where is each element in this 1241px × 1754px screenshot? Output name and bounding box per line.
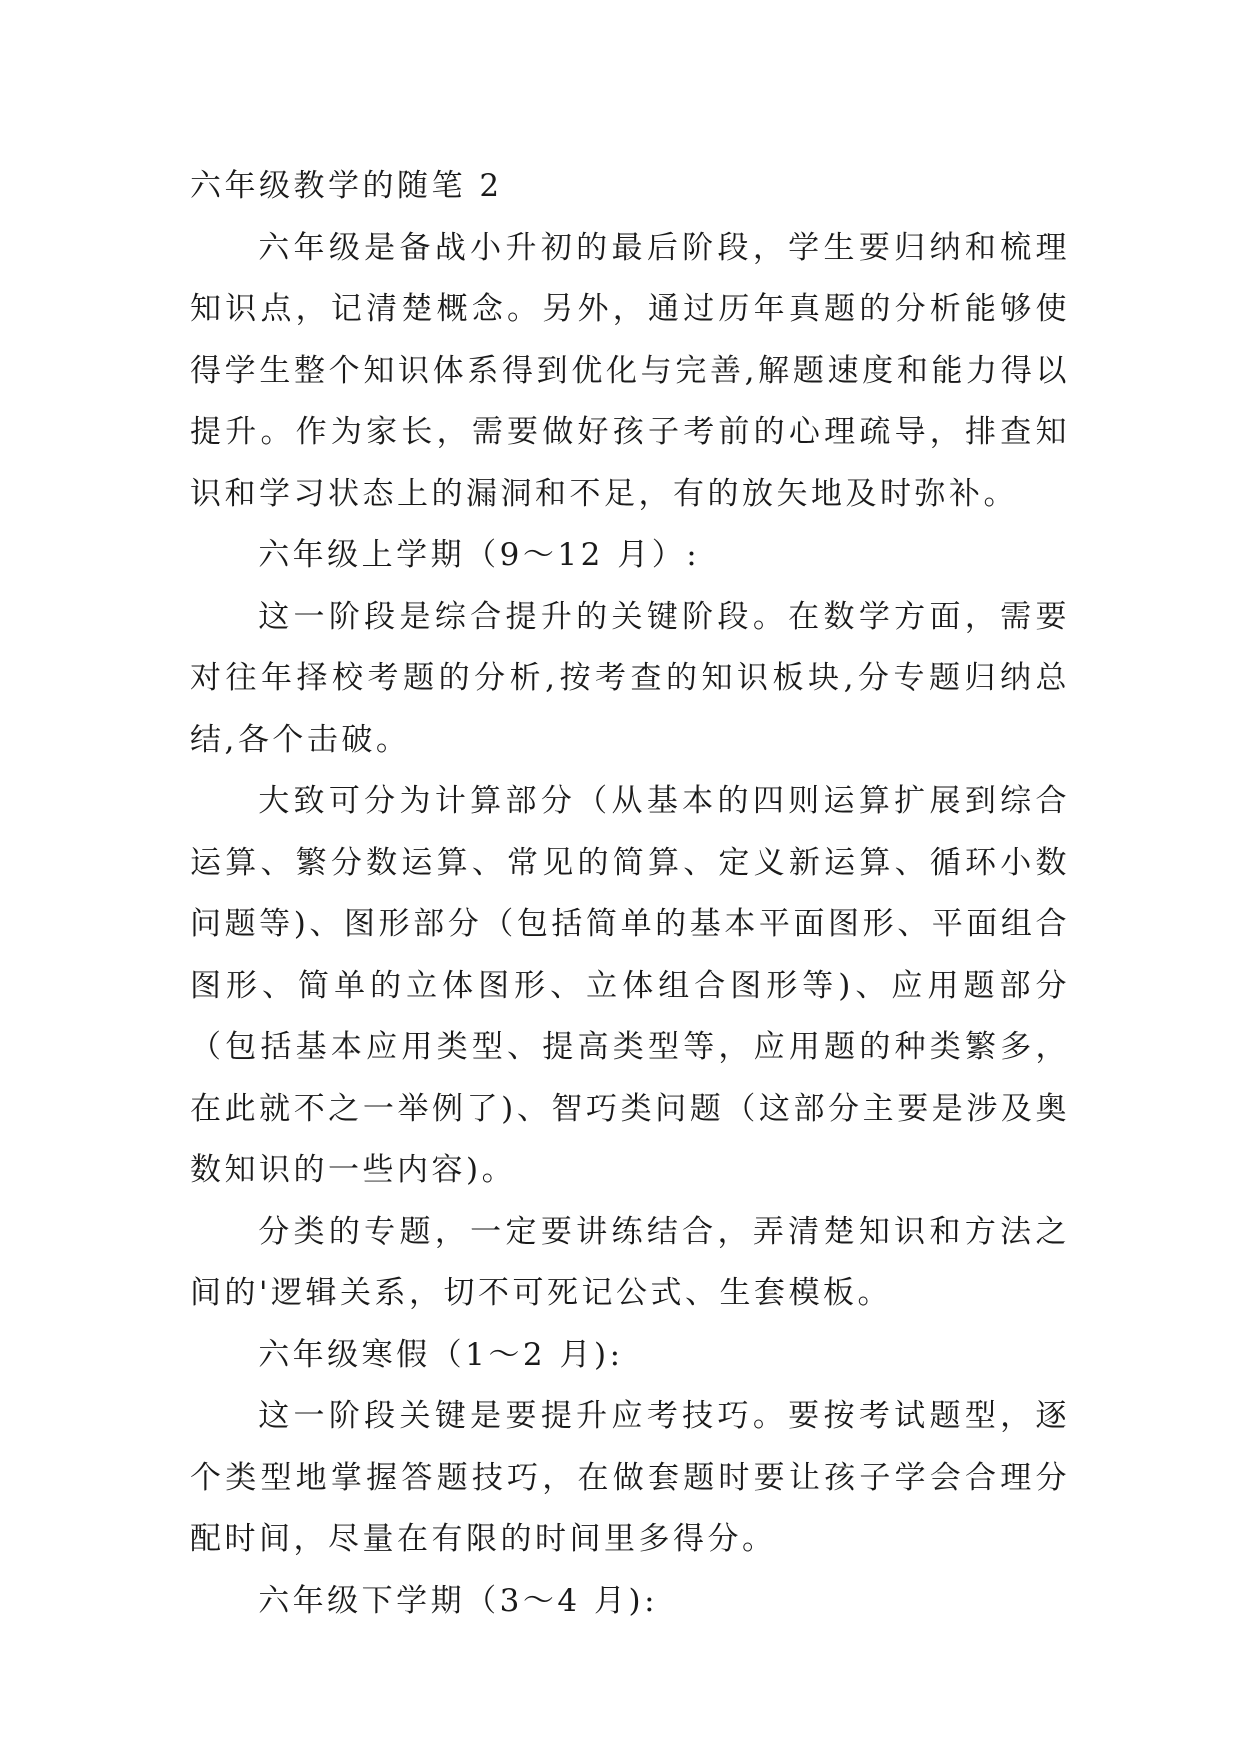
section-heading-first-semester: 六年级上学期（9～12 月）: (258, 537, 701, 573)
paragraph-topics: 大致可分为计算部分（从基本的四则运算扩展到综合运算、繁分数运算、常见的简算、定义新运算、循环小数问题等)、图形部分（包括简单的基本平面图形、平面组合图形、简单的立体图形、立体组合图形等)、应用题部分（包括基本应用类型、提高类型等，应用题的种类繁多，在此就不之一举例了)、智巧类问题（这部分主要是涉及奥数知识的一些内容)。 (190, 783, 1070, 1188)
paragraph-first-semester: 这一阶段是综合提升的关键阶段。在数学方面，需要对往年择校考题的分析,按考查的知识板块,分专题归纳总结,各个击破。 (190, 598, 1070, 758)
document-title: 六年级教学的随笔 2 (190, 168, 503, 204)
paragraph-winter-break: 这一阶段关键是要提升应考技巧。要按考试题型，逐个类型地掌握答题技巧，在做套题时要让孩子学会合理分配时间，尽量在有限的时间里多得分。 (190, 1398, 1070, 1557)
section-heading-winter-break: 六年级寒假（1～2 月): (258, 1336, 624, 1373)
paragraph-intro: 六年级是备战小升初的最后阶段，学生要归纳和梳理知识点，记清楚概念。另外，通过历年真题的分析能够使得学生整个知识体系得到优化与完善,解题速度和能力得以提升。作为家长，需要做好孩子考前的心理疏导，排查知识和学习状态上的漏洞和不足，有的放矢地及时弥补。 (190, 229, 1070, 512)
section-heading-second-semester: 六年级下学期（3～4 月): (258, 1582, 659, 1619)
document-body (190, 156, 1070, 1632)
paragraph-practice: 分类的专题，一定要讲练结合，弄清楚知识和方法之间的'逻辑关系，切不可死记公式、生套模板。 (190, 1213, 1070, 1311)
